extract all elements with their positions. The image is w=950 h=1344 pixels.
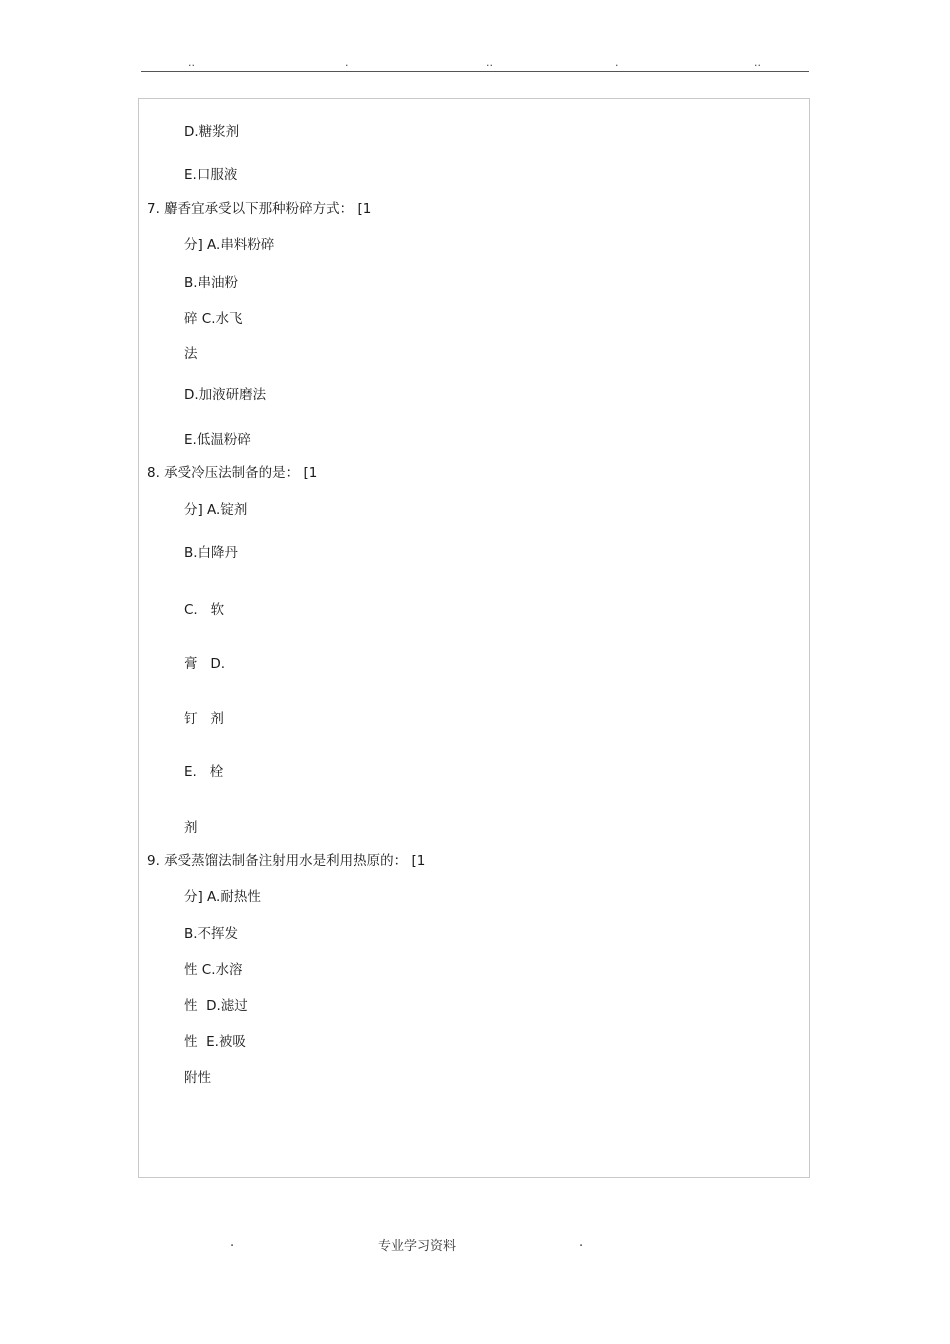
question-line: 8. 承受冷压法制备的是： [1 [147,465,318,481]
option-line: 性 C.水溶 [184,962,243,978]
header-mark: . [345,56,349,69]
option-line: 分] A.锭剂 [184,502,248,518]
footer-dot: . [579,1235,584,1250]
option-line: D.加液研磨法 [184,387,267,403]
option-line: 附性 [184,1070,211,1086]
option-line: B.串油粉 [184,275,239,291]
question-line: 9. 承受蒸馏法制备注射用水是利用热原的： [1 [147,853,426,869]
footer-dot: . [230,1235,235,1250]
option-line: 钉 剂 [184,711,224,727]
option-line: 性 E.被吸 [184,1034,246,1050]
option-line: B.白降丹 [184,545,239,561]
header-mark: . [615,56,619,69]
content-frame [138,98,810,1178]
option-line: 分] A.串料粉碎 [184,237,275,253]
page-header [141,56,809,74]
question-line: 7. 麝香宜承受以下那种粉碎方式： [1 [147,201,372,217]
option-line: 膏 D. [184,656,226,672]
option-line: B.不挥发 [184,926,239,942]
header-mark: .. [486,56,493,69]
option-line: C. 软 [184,602,225,618]
header-mark: .. [188,56,195,69]
option-line: 性 D.滤过 [184,998,248,1014]
option-line: D.糖浆剂 [184,124,240,140]
header-rule [141,71,809,72]
option-line: E.口服液 [184,167,238,183]
option-line: 法 [184,346,198,362]
option-line: E. 栓 [184,764,224,780]
option-line: E.低温粉碎 [184,432,251,448]
option-line: 碎 C.水飞 [184,311,243,327]
footer-text: 专业学习资料 [378,1239,457,1254]
option-line: 剂 [184,820,198,836]
option-line: 分] A.耐热性 [184,889,261,905]
header-mark: .. [754,56,761,69]
